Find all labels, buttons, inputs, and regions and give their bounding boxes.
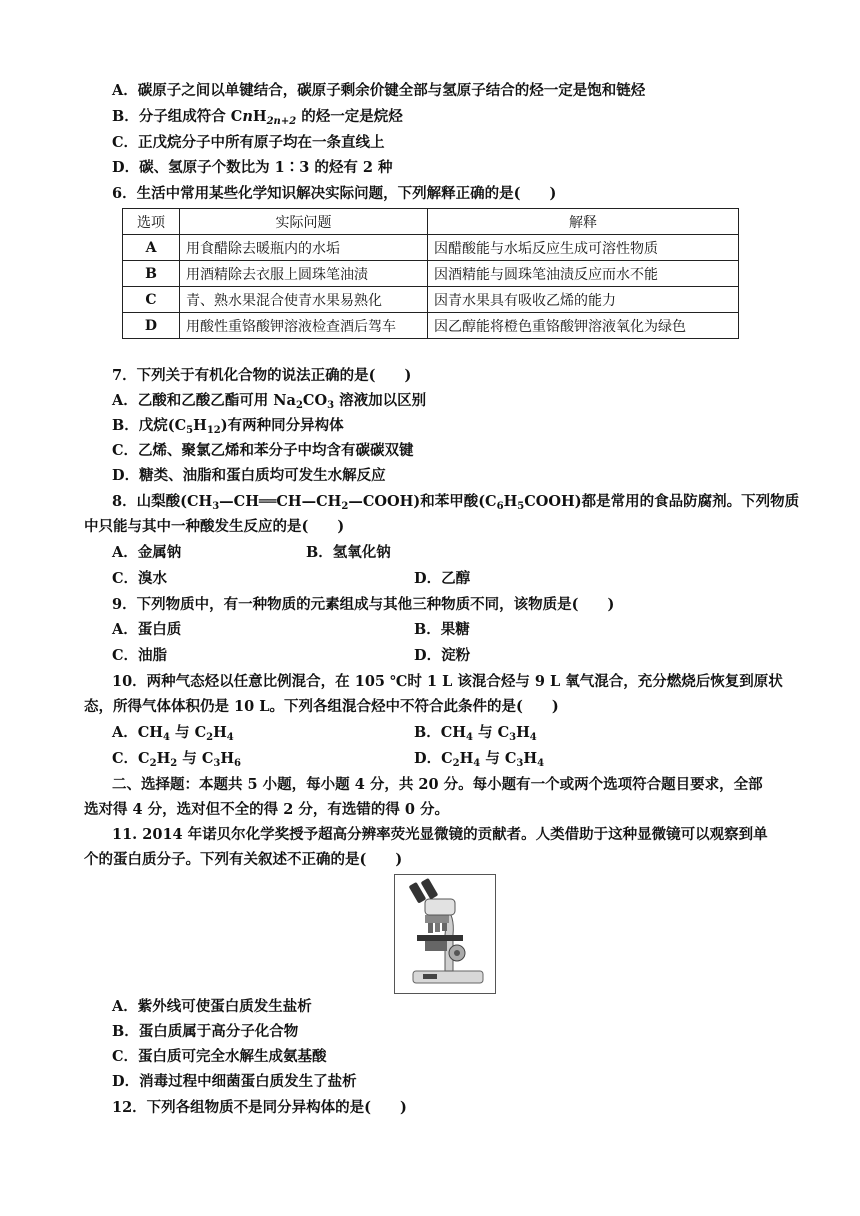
table-cell: 青、熟水果混合使青水果易熟化	[180, 287, 428, 313]
table-row	[123, 235, 739, 261]
q8-option-b: B．氢氧化钠	[306, 544, 391, 561]
table-cell: 因醋酸能与水垢反应生成可溶性物质	[428, 235, 739, 261]
microscope-image	[394, 874, 496, 994]
table-cell: 因青水果具有吸收乙烯的能力	[428, 287, 739, 313]
q8-option-d: D．乙醇	[414, 570, 471, 587]
q8-option-c: C．溴水	[112, 570, 168, 587]
q5-option-a: A．碳原子之间以单键结合，碳原子剩余价键全部与氢原子结合的烃一定是饱和链烃	[112, 82, 646, 99]
table-header-explanation: 解释	[428, 209, 739, 235]
section2-instructions-line1: 二、选择题：本题共 5 小题，每小题 4 分，共 20 分。每小题有一个或两个选项符合题目要求，全部	[112, 776, 763, 793]
q7-option-b: B．戊烷$(C_5H_{12})$有两种同分异构体	[112, 417, 344, 436]
table-cell: 用酒精除去衣服上圆珠笔油渍	[180, 261, 428, 287]
microscope-icon	[395, 875, 495, 993]
q10-option-c: C．$C_2H_2$ 与 $C_3H_6$	[112, 750, 242, 769]
table-cell: A	[123, 235, 180, 261]
table-cell: B	[123, 261, 180, 287]
q7-option-c: C．乙烯、聚氯乙烯和苯分子中均含有碳碳双键	[112, 442, 414, 459]
q8-stem-line2: 中只能与其中一种酸发生反应的是( )	[84, 518, 345, 535]
q11-stem-line1: 11. 2014 年诺贝尔化学奖授予超高分辨率荧光显微镜的贡献者。人类借助于这种显微镜可以观察到单	[112, 826, 768, 843]
table-row	[123, 261, 739, 287]
q10-stem-line1: 10．两种气态烃以任意比例混合，在 105 ℃时 1 L 该混合烃与 9 L 氧气混合，充分燃烧后恢复到原状	[112, 673, 783, 690]
q12-stem: 12．下列各组物质不是同分异构体的是( )	[112, 1099, 407, 1116]
table-cell: 用食醋除去暖瓶内的水垢	[180, 235, 428, 261]
q10-option-d: D．$C_2H_4$ 与 $C_3H_4$	[414, 750, 545, 769]
q7-option-a: A．乙酸和乙酸乙酯可用 $Na_2CO_3$ 溶液加以区别	[112, 392, 427, 411]
q10-option-b: B．$CH_4$ 与 $C_3H_4$	[414, 724, 537, 743]
q5-option-c: C．正戊烷分子中所有原子均在一条直线上	[112, 134, 385, 151]
table-cell: 因乙醇能将橙色重铬酸钾溶液氧化为绿色	[428, 313, 739, 339]
table-header-option: 选项	[123, 209, 180, 235]
q7-option-d: D．糖类、油脂和蛋白质均可发生水解反应	[112, 467, 386, 484]
q9-option-d: D．淀粉	[414, 647, 471, 664]
q10-stem-line2: 态，所得气体体积仍是 10 L。下列各组混合烃中不符合此条件的是( )	[84, 698, 559, 715]
q11-option-c: C．蛋白质可完全水解生成氨基酸	[112, 1048, 327, 1065]
table-cell: C	[123, 287, 180, 313]
q9-option-c: C．油脂	[112, 647, 168, 664]
q7-stem: 7．下列关于有机化合物的说法正确的是( )	[112, 367, 412, 384]
q11-option-a: A．紫外线可使蛋白质发生盐析	[112, 998, 312, 1015]
q5-option-b: B．分子组成符合 CnH$_{2n+2}$ 的烃一定是烷烃	[112, 108, 403, 127]
q9-option-a: A．蛋白质	[112, 621, 182, 638]
q9-option-b: B．果糖	[414, 621, 470, 638]
q6-stem: 6．生活中常用某些化学知识解决实际问题，下列解释正确的是( )	[112, 185, 557, 202]
q11-option-b: B．蛋白质属于高分子化合物	[112, 1023, 299, 1040]
table-row	[123, 287, 739, 313]
table-cell: 用酸性重铬酸钾溶液检查酒后驾车	[180, 313, 428, 339]
table-header-problem: 实际问题	[180, 209, 428, 235]
table-header-row	[123, 209, 739, 235]
q9-stem: 9．下列物质中，有一种物质的元素组成与其他三种物质不同，该物质是( )	[112, 596, 615, 613]
q8-stem-line1: 8．山梨酸$(CH_3—CH══CH—CH_2—COOH)$和苯甲酸$(C_6H_5COOH)$都是常用的食品防腐剂。下列物质	[112, 493, 800, 512]
table-cell: 因酒精能与圆珠笔油渍反应而水不能	[428, 261, 739, 287]
section2-instructions-line2: 选对得 4 分，选对但不全的得 2 分，有选错的得 0 分。	[84, 801, 450, 818]
table-row	[123, 313, 739, 339]
q10-option-a: A．$CH_4$ 与 $C_2H_4$	[112, 724, 234, 743]
table-cell: D	[123, 313, 180, 339]
q5-option-d: D．碳、氢原子个数比为 1∶3 的烃有 2 种	[112, 159, 393, 176]
q11-stem-line2: 个的蛋白质分子。下列有关叙述不正确的是( )	[84, 851, 403, 868]
q6-table	[122, 208, 739, 339]
q11-option-d: D．消毒过程中细菌蛋白质发生了盐析	[112, 1073, 357, 1090]
q8-option-a: A．金属钠	[112, 544, 182, 561]
